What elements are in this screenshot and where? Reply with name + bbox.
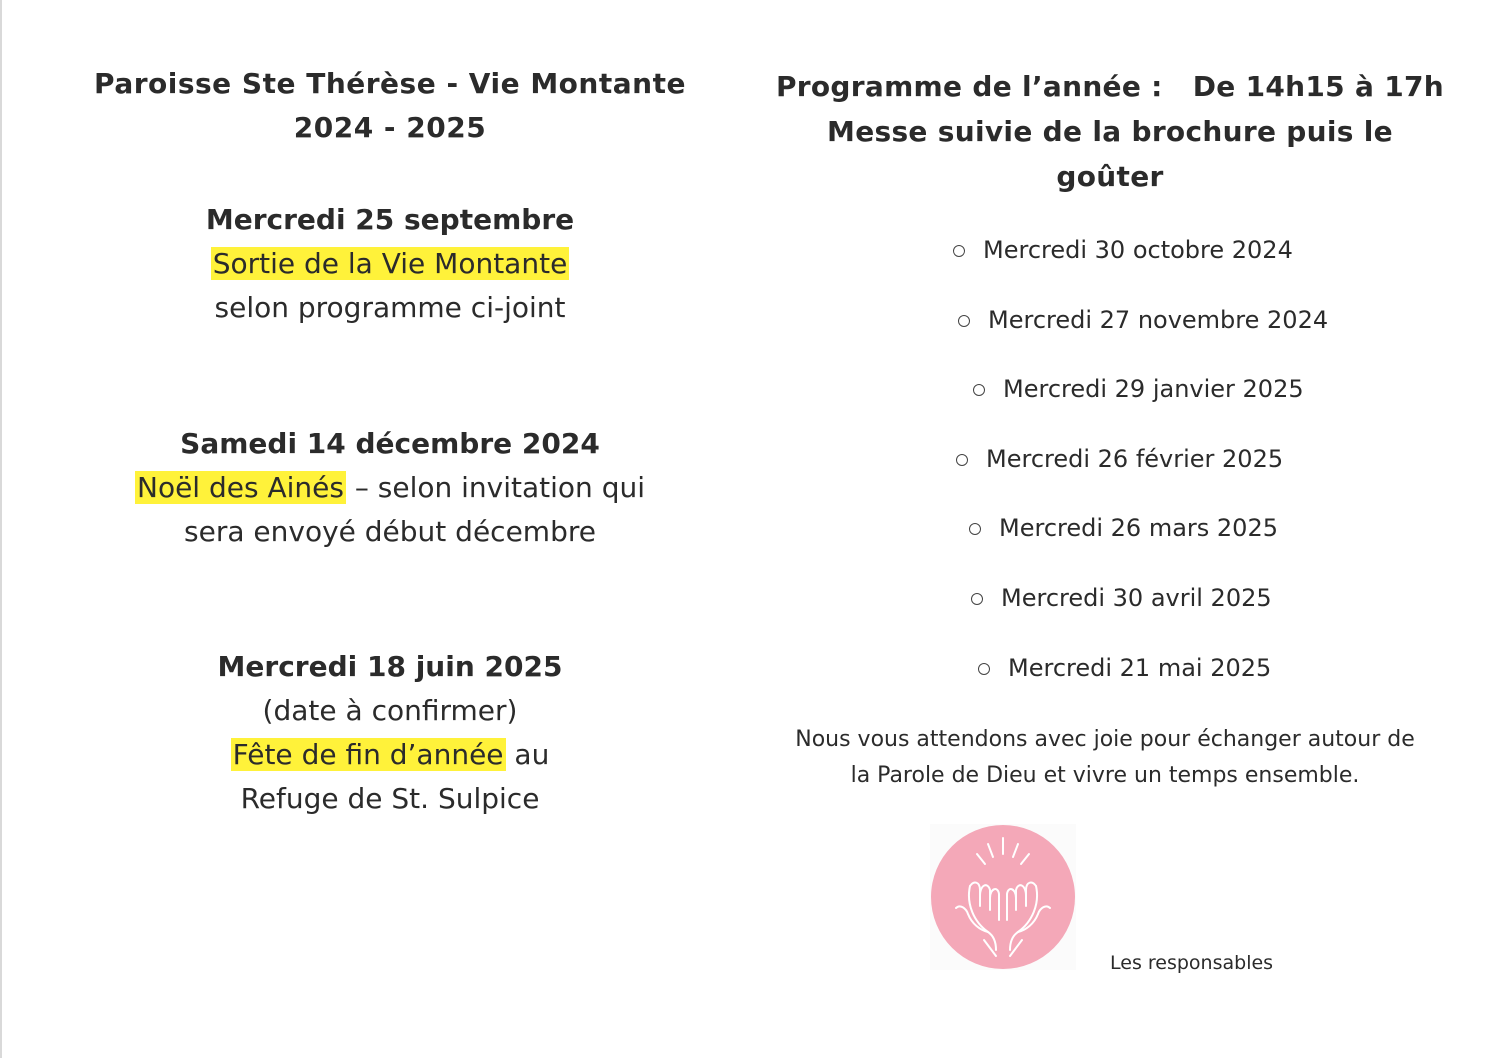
list-item [973, 371, 1304, 407]
date-text: Mercredi 26 mars 2025 [999, 514, 1278, 542]
closing-line: Nous vous attendons avec joie pour échanger autour de [795, 727, 1415, 752]
event-date: Samedi 14 décembre 2024 [180, 427, 600, 460]
program-title [770, 64, 1450, 199]
circle-bullet-icon [958, 315, 970, 327]
event-detail: au [505, 738, 550, 771]
scan-edge [0, 0, 2, 1058]
date-text: Mercredi 29 janvier 2025 [1003, 375, 1304, 403]
parish-name: Paroisse Ste Thérèse - Vie Montante [94, 67, 686, 100]
left-column [90, 62, 690, 821]
event-detail: – selon invitation qui [345, 471, 645, 504]
date-text: Mercredi 30 octobre 2024 [983, 236, 1293, 264]
list-item [971, 580, 1272, 616]
program-heading: Programme de l’année : [775, 70, 1163, 103]
circle-bullet-icon [973, 384, 985, 396]
event-detail: sera envoyé début décembre [184, 515, 596, 548]
parish-year: 2024 - 2025 [293, 111, 487, 144]
date-text: Mercredi 27 novembre 2024 [988, 306, 1329, 334]
event-date: Mercredi 18 juin 2025 [217, 650, 563, 683]
signature: Les responsables [1110, 952, 1274, 974]
circle-bullet-icon [956, 454, 968, 466]
event-detail: Refuge de St. Sulpice [240, 782, 540, 815]
list-item [958, 302, 1328, 338]
list-item [953, 232, 1293, 268]
event-outing [90, 198, 690, 330]
event-title-highlight: Sortie de la Vie Montante [212, 247, 568, 280]
event-detail: selon programme ci-joint [214, 291, 566, 324]
right-column [770, 64, 1450, 199]
list-item [978, 650, 1271, 686]
list-item [956, 441, 1283, 477]
date-text: Mercredi 26 février 2025 [986, 445, 1284, 473]
date-text: Mercredi 21 mai 2025 [1008, 654, 1272, 682]
list-item [969, 510, 1278, 546]
circle-bullet-icon [953, 245, 965, 257]
event-title-highlight: Noël des Ainés [137, 471, 344, 504]
program-description: goûter [1056, 160, 1164, 193]
event-title-highlight: Fête de fin d’année [232, 738, 504, 771]
program-description: Messe suivie de la brochure puis le [827, 115, 1393, 148]
circle-bullet-icon [971, 593, 983, 605]
circle-bullet-icon [969, 523, 981, 535]
program-time: De 14h15 à 17h [1192, 70, 1445, 103]
closing-message [770, 722, 1440, 794]
event-note: (date à confirmer) [262, 694, 518, 727]
closing-line: la Parole de Dieu et vivre un temps ensemble. [850, 763, 1360, 788]
parish-header [90, 62, 690, 150]
open-hands-icon [930, 824, 1076, 970]
event-date: Mercredi 25 septembre [205, 203, 575, 236]
date-text: Mercredi 30 avril 2025 [1001, 584, 1272, 612]
event-christmas [90, 422, 690, 554]
circle-bullet-icon [978, 663, 990, 675]
event-end-of-year [90, 645, 690, 821]
